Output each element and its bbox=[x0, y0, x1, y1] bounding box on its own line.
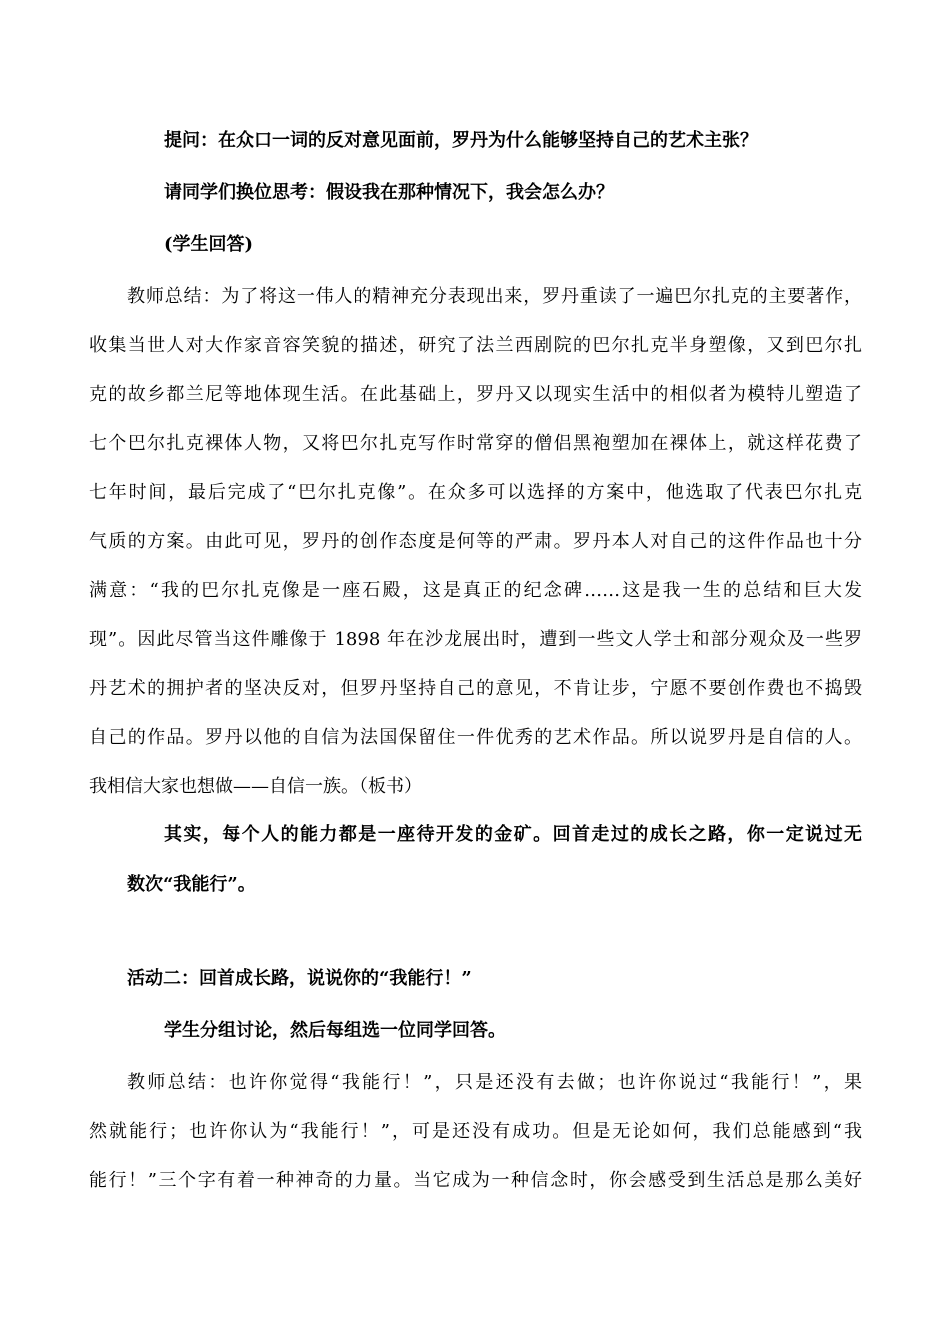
paragraph-line: 七个巴尔扎克裸体人物，又将巴尔扎克写作时常穿的僧侣黑袍塑加在裸体上，就这样花费了 bbox=[89, 433, 862, 454]
paragraph-line: 我相信大家也想做——自信一族。（板书） bbox=[89, 776, 422, 797]
paragraph-line: 满意：“我的巴尔扎克像是一座石殿，这是真正的纪念碑……这是我一生的总结和巨大发 bbox=[89, 580, 862, 601]
paragraph-line: 自己的作品。罗丹以他的自信为法国保留住一件优秀的艺术作品。所以说罗丹是自信的人。 bbox=[89, 727, 862, 748]
activity-two-heading: 活动二：回首成长路，说说你的“我能行！” bbox=[127, 968, 472, 989]
question-line: 提问：在众口一词的反对意见面前，罗丹为什么能够坚持自己的艺术主张？ bbox=[164, 130, 758, 151]
paragraph-line: 然就能行；也许你认为“我能行！”，可是还没有成功。但是无论如何，我们总能感到“我 bbox=[89, 1121, 862, 1142]
student-answer-note: (学生回答) bbox=[164, 234, 254, 255]
paragraph-line: 丹艺术的拥护者的坚决反对，但罗丹坚持自己的意见，不肯让步，宁愿不要创作费也不捣毁 bbox=[89, 678, 862, 699]
paragraph-line: 能行！”三个字有着一种神奇的力量。当它成为一种信念时，你会感受到生活总是那么美好 bbox=[89, 1170, 862, 1191]
group-discussion-line: 学生分组讨论，然后每组选一位同学回答。 bbox=[164, 1020, 506, 1041]
paragraph-line: 教师总结：为了将这一伟人的精神充分表现出来，罗丹重读了一遍巴尔扎克的主要著作， bbox=[127, 286, 862, 307]
paragraph-line: 教师总结：也许你觉得“我能行！”，只是还没有去做；也许你说过“我能行！”，果 bbox=[127, 1072, 862, 1093]
paragraph-line: 七年时间，最后完成了“巴尔扎克像”。在众多可以选择的方案中，他选取了代表巴尔扎克 bbox=[89, 482, 862, 503]
paragraph-line: 其实，每个人的能力都是一座待开发的金矿。回首走过的成长之路，你一定说过无 bbox=[164, 824, 862, 845]
paragraph-line: 气质的方案。由此可见，罗丹的创作态度是何等的严肃。罗丹本人对自己的这件作品也十分 bbox=[89, 531, 862, 552]
think-prompt-line: 请同学们换位思考：假设我在那种情况下，我会怎么办？ bbox=[164, 182, 614, 203]
paragraph-line: 收集当世人对大作家音容笑貌的描述，研究了法兰西剧院的巴尔扎克半身塑像，又到巴尔扎 bbox=[89, 335, 862, 356]
paragraph-line: 现”。因此尽管当这件雕像于 1898 年在沙龙展出时，遭到一些文人学士和部分观众及一些罗 bbox=[89, 629, 862, 650]
paragraph-line: 数次“我能行”。 bbox=[127, 874, 256, 895]
paragraph-line: 克的故乡都兰尼等地体现生活。在此基础上，罗丹又以现实生活中的相似者为模特儿塑造了 bbox=[89, 384, 862, 405]
